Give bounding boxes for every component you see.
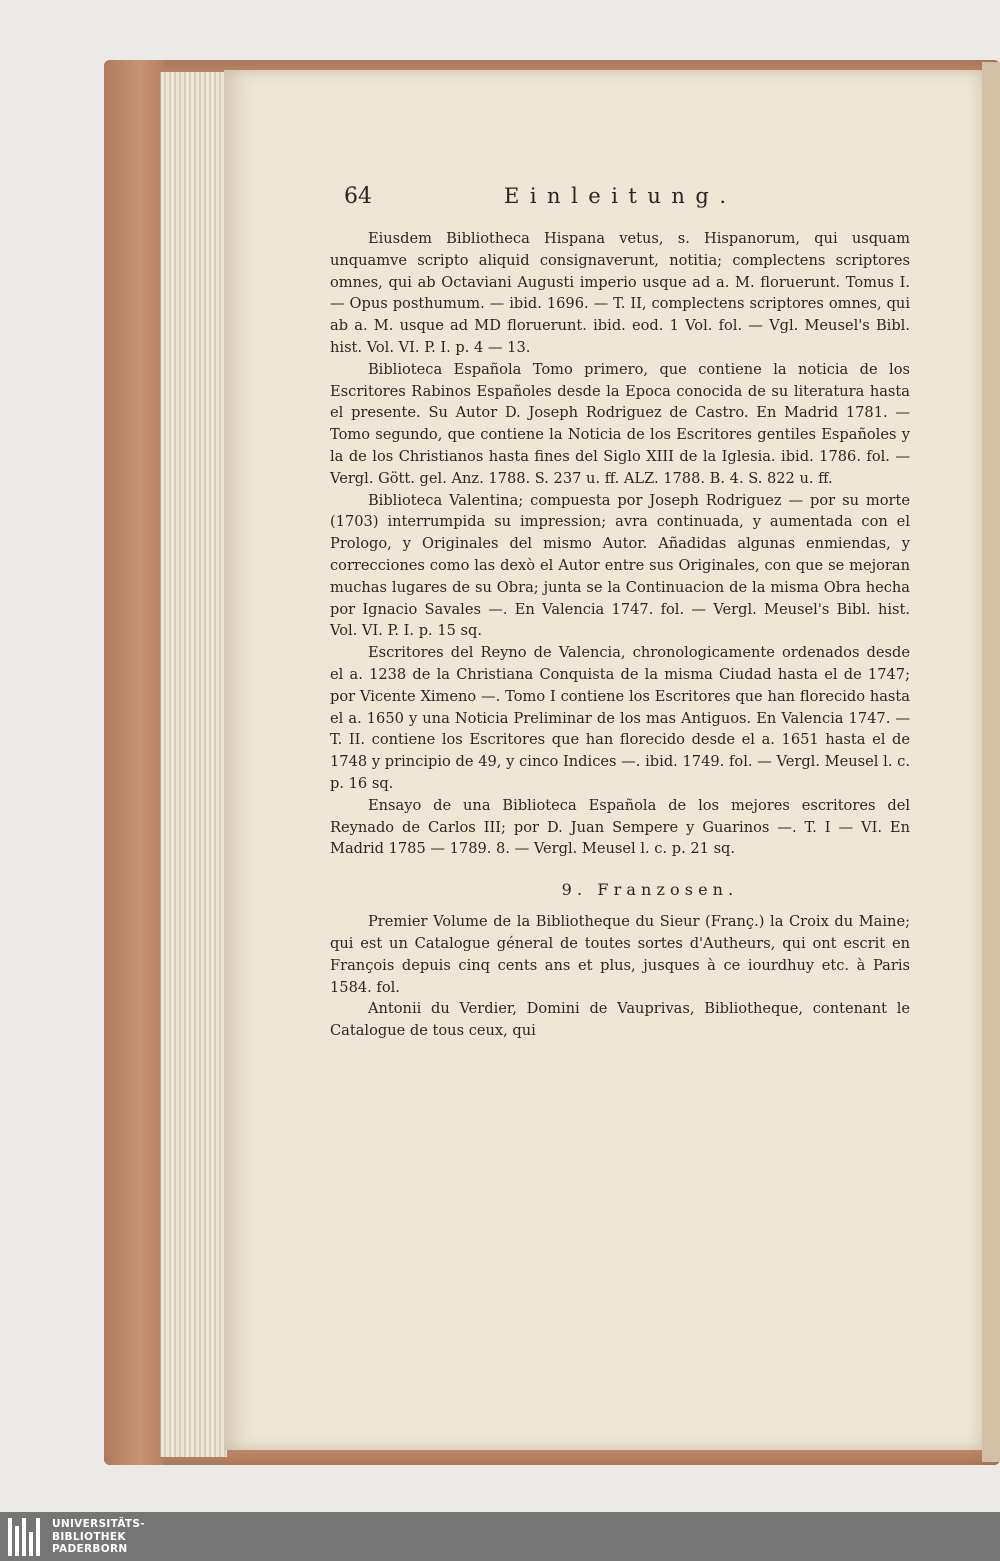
- library-logo-icon: [8, 1518, 42, 1556]
- page-number: 64: [344, 184, 372, 209]
- running-head: [330, 178, 910, 218]
- entries-block-1: [330, 228, 910, 860]
- bibliography-entry: Escritores del Reyno de Valencia, chronologicamente ordenados desde el a. 1238 de la Christiana Conquista de la misma Ciudad hasta el de 1747; por Vicente Ximeno —. Tomo I contiene los Escritores que han florecido hasta el a. 1650 y una Noticia Preliminar de los mas Antiguos. En Valencia 1747. — T. II. contiene los Escritores que han florecido desde el a. 1651 hasta el de 1748 y principio de 49, y cinco Indices —. ibid. 1749. fol. — Vergl. Meusel l. c. p. 16 sq.: [330, 644, 910, 792]
- logo-line: UNIVERSITÄTS-: [52, 1518, 145, 1530]
- bibliography-entry: Biblioteca Española Tomo primero, que contiene la noticia de los Escritores Rabinos Españoles desde la Epoca conocida de su literatura hasta el presente. Su Autor D. Joseph Rodriguez de Castro. En Madrid 1781. — Tomo segundo, que contiene la Noticia de los Escritores gentiles Españoles y la de los Christianos hasta fines del Siglo XIII de la Iglesia. ibid. 1786. fol. — Vergl. Gött. gel. Anz. 1788. S. 237 u. ff. ALZ. 1788. B. 4. S. 822 u. ff.: [330, 360, 910, 487]
- bibliography-entry: Premier Volume de la Bibliotheque du Sieur (Franç.) la Croix du Maine; qui est un Catalogue géneral de toutes sortes d'Autheurs, qui ont escrit en François depuis cinq cents ans et plus, jusques à ce iourdhuy etc. à Paris 1584. fol.: [330, 913, 910, 996]
- logo-line: PADERBORN: [52, 1543, 128, 1555]
- running-title: Einleitung.: [504, 184, 737, 208]
- library-logo-text: [52, 1518, 145, 1556]
- cover-edge: [104, 60, 164, 1465]
- bibliography-entry: Biblioteca Valentina; compuesta por Joseph Rodriguez — por su morte (1703) interrumpida su impression; avra continuada, y aumentada con el Prologo, y Originales del mismo Autor. Añadidas algunas enmiendas, y correcciones como las dexò el Autor entre sus Originales, con que se mejoran muchas lugares de su Obra; junta se la Continuacion de la misma Obra hecha por Ignacio Savales —. En Valencia 1747. fol. — Vergl. Meusel's Bibl. hist. Vol. VI. P. I. p. 15 sq.: [330, 491, 910, 640]
- logo-line: BIBLIOTHEK: [52, 1530, 126, 1543]
- bibliography-entry: Ensayo de una Biblioteca Española de los mejores escritores del Reynado de Carlos III; por D. Juan Sempere y Guarinos —. T. I — VI. En Madrid 1785 — 1789. 8. — Vergl. Meusel l. c. p. 21 sq.: [330, 796, 910, 858]
- entries-block-2: [330, 911, 910, 1042]
- bibliography-entry: Eiusdem Bibliotheca Hispana vetus, s. Hispanorum, qui usquam unquamve scripto aliquid consignaverunt, notitia; complectens scriptores omnes, qui ab Octaviani Augusti imperio usque ad a. M. floruerunt. Tomus I. — Opus posthumum. — ibid. 1696. — T. II, complectens scriptores omnes, qui ab a. M. usque ad MD floruerunt. ibid. eod. 1 Vol. fol. — Vgl. Meusel's Bibl. hist. Vol. VI. P. I. p. 4 — 13.: [330, 230, 910, 356]
- cover-right-edge: [982, 62, 1000, 1462]
- page-text: [330, 178, 910, 1042]
- page-edges: [160, 72, 227, 1457]
- library-footer: [0, 1512, 1000, 1561]
- bibliography-entry: Antonii du Verdier, Domini de Vauprivas, Bibliotheque, contenant le Catalogue de tous ceux, qui: [330, 1000, 910, 1040]
- section-heading: 9. Franzosen.: [561, 880, 739, 900]
